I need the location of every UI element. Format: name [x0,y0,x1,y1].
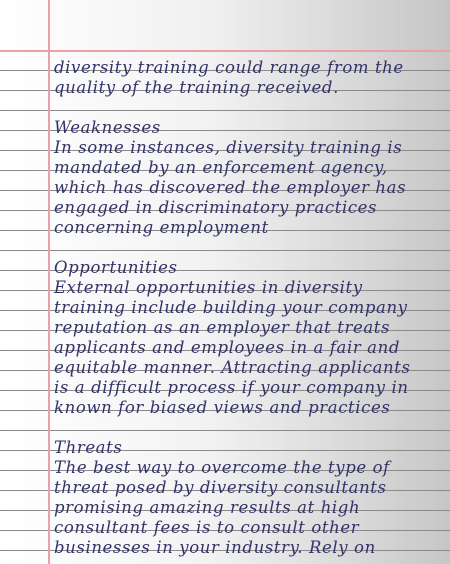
opportunities-line: applicants and employees in a fair and [54,338,400,357]
margin-line [48,0,50,564]
threats-line: businesses in your industry. Rely on [54,538,376,557]
weaknesses-line: engaged in discriminatory practices [54,198,378,217]
weaknesses-line: mandated by an enforcement agency, [54,158,388,177]
opportunities-line: External opportunities in diversity [54,278,363,297]
threats-line: promising amazing results at high [54,498,361,517]
weaknesses-heading: Weaknesses [54,118,161,137]
threats-heading: Threats [54,438,123,457]
paragraph-gap [54,418,450,438]
opportunities-line: equitable manner. Attracting applicants [54,358,411,377]
threats-line: consultant fees is to consult other [54,518,360,537]
weaknesses-line: which has discovered the employer has [54,178,407,197]
paragraph-gap [54,98,450,118]
intro-line: diversity training could range from the [54,58,404,77]
paragraph-gap [54,238,450,258]
weaknesses-line: concerning employment [54,218,269,237]
opportunities-line: training include building your company [54,298,408,317]
threats-line: threat posed by diversity consultants [54,478,387,497]
opportunities-line: is a difficult process if your company in [54,378,409,397]
opportunities-heading: Opportunities [54,258,178,277]
weaknesses-line: In some instances, diversity training is [54,138,403,157]
opportunities-line: known for biased views and practices [54,398,391,417]
header-rule-line [0,50,450,52]
intro-line: quality of the training received. [54,78,339,97]
threats-line: The best way to overcome the type of [54,458,390,477]
opportunities-line: reputation as an employer that treats [54,318,391,337]
handwritten-text [54,58,450,558]
paper-header-area [0,0,450,50]
